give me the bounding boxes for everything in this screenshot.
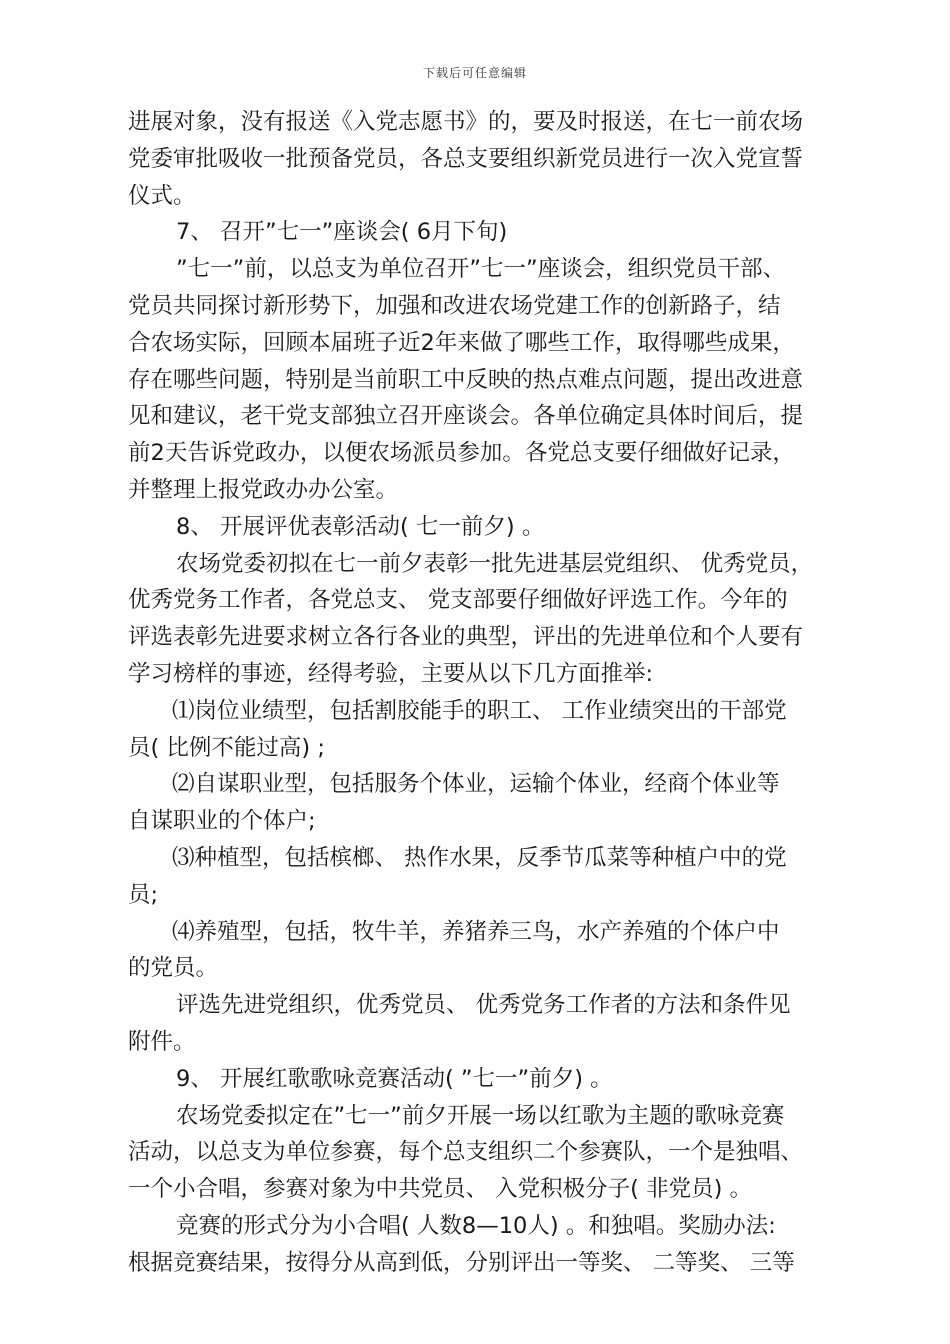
list-item-2: ⑵自谋职业型，包括服务个体业，运输个体业，经商个体业等: [172, 771, 780, 798]
text-line: 根据竞赛结果，按得分从高到低，分别评出一等奖、 二等奖、 三等: [128, 1249, 795, 1276]
text-line: 竞赛的形式分为小合唱( 人数8—10人) 。和独唱。奖励办法:: [176, 1212, 776, 1239]
section-heading-7: 7、 召开”七一”座谈会( 6月下旬): [176, 219, 508, 246]
text-line: 优秀党务工作者，各党总支、 党支部要仔细做好评选工作。今年的: [128, 587, 788, 614]
text-line: 员( 比例不能过高) ;: [128, 734, 325, 761]
text-line: 党员共同探讨新形势下，加强和改进农场党建工作的创新路子，结: [128, 292, 781, 319]
text-line: 附件。: [128, 1028, 196, 1055]
section-heading-9: 9、 开展红歌歌咏竞赛活动( ”七一”前夕) 。: [176, 1065, 613, 1092]
list-item-1: ⑴岗位业绩型，包括割胶能手的职工、 工作业绩突出的干部党: [172, 697, 787, 724]
list-item-4: ⑷养殖型，包括，牧牛羊，养猪养三鸟，水产养殖的个体户中: [172, 918, 780, 945]
text-line: 并整理上报党政办办公室。: [128, 476, 399, 503]
page-header: 下载后可任意编辑: [422, 66, 527, 80]
document-body: [128, 104, 828, 1282]
text-line: 员;: [128, 881, 159, 908]
text-line: 自谋职业的个体户;: [128, 808, 316, 835]
text-line: 仪式。: [128, 182, 196, 209]
text-line: 评选先进党组织，优秀党员、 优秀党务工作者的方法和条件见: [176, 992, 791, 1019]
text-line: 的党员。: [128, 955, 219, 982]
text-line: 农场党委初拟在七一前夕表彰一批先进基层党组织、 优秀党员，: [176, 550, 814, 577]
text-line: 农场党委拟定在”七一”前夕开展一场以红歌为主题的歌咏竞赛: [176, 1102, 785, 1129]
list-item-3: ⑶种植型，包括槟榔、 热作水果，反季节瓜菜等种植户中的党: [172, 844, 787, 871]
text-line: 一个小合唱，参赛对象为中共党员、 入党积极分子( 非党员) 。: [128, 1176, 753, 1203]
text-line: 见和建议，老干党支部独立召开座谈会。各单位确定具体时间后，提: [128, 403, 804, 430]
text-line: 学习榜样的事迹，经得考验，主要从以下几方面推举:: [128, 660, 654, 687]
text-line: ”七一”前，以总支为单位召开”七一”座谈会，组织党员干部、: [176, 256, 786, 283]
text-line: 合农场实际，回顾本届班子近2年来做了哪些工作，取得哪些成果，: [128, 329, 795, 356]
text-line: 前2天告诉党政办，以便农场派员参加。各党总支要仔细做好记录，: [128, 440, 795, 467]
text-line: 存在哪些问题，特别是当前职工中反映的热点难点问题，提出改进意: [128, 366, 804, 393]
section-heading-8: 8、 开展评优表彰活动( 七一前夕) 。: [176, 513, 545, 540]
text-line: 活动，以总支为单位参赛，每个总支组织二个参赛队，一个是独唱、: [128, 1139, 804, 1166]
text-line: 进展对象，没有报送《入党志愿书》的，要及时报送，在七一前农场: [128, 109, 804, 135]
text-line: 党委审批吸收一批预备党员，各总支要组织新党员进行一次入党宣誓: [128, 145, 804, 172]
text-line: 评选表彰先进要求树立各行各业的典型，评出的先进单位和个人要有: [128, 624, 804, 651]
